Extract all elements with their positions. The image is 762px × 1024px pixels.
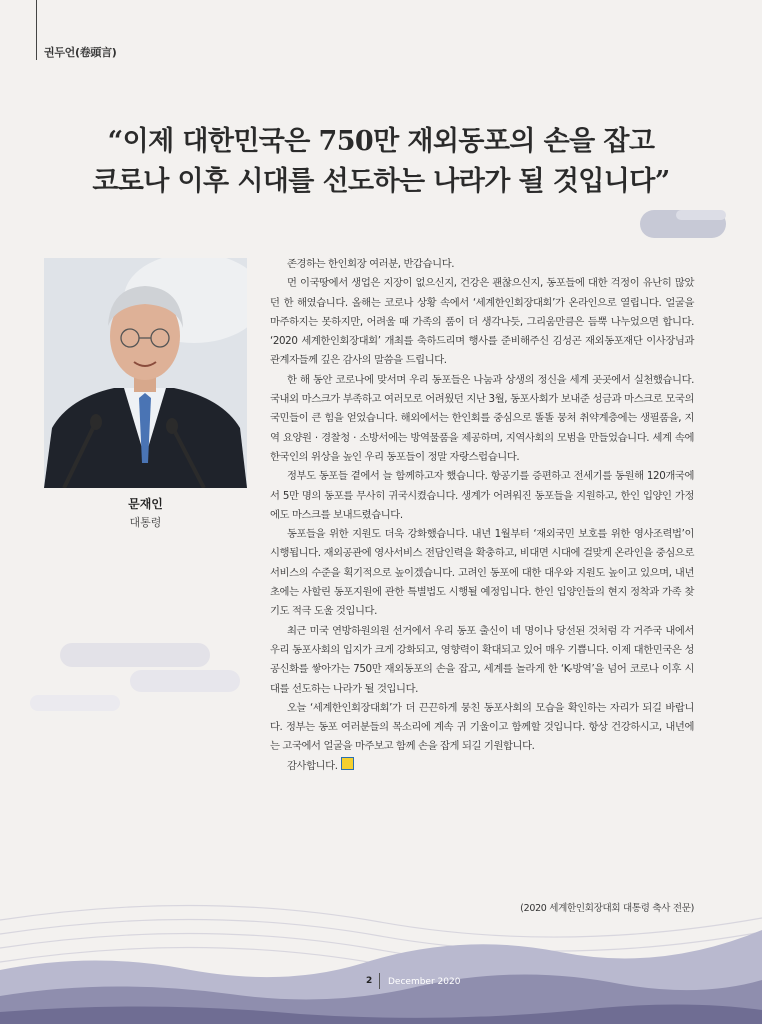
decorative-cloud (60, 643, 210, 667)
decorative-cloud (30, 695, 120, 711)
headline-line-1: “이제 대한민국은 750만 재외동포의 손을 잡고 (107, 126, 655, 157)
decorative-cloud (130, 670, 240, 692)
issue-date: December 2020 (388, 977, 461, 987)
end-mark-icon (341, 757, 354, 770)
paragraph: 동포들을 위한 지원도 더욱 강화했습니다. 내년 1월부터 ‘재외국민 보호를 위한 영사조력법’이 시행됩니다. 재외공관에 영사서비스 전담인력을 확충하고, 비대면 시대에 걸맞게 온라인을 중심으로 서비스의 수준을 획기적으로 높이겠습니다. 고려인 동포에 대한 대우와 지원도 높이고 있으며, 내년 초에는 사할린 동포지원에 관한 특별법도 시행될 예정입니다. 한인 입양인들의 현지 정착과 가족 찾기도 적극 도울 것입니다. (270, 528, 694, 618)
header-rule (36, 0, 37, 60)
paragraph: 최근 미국 연방하원의원 선거에서 우리 동포 출신이 네 명이나 당선된 것처럼 각 거주국 내에서 우리 동포사회의 입지가 크게 강화되고, 영향력이 확대되고 있어 매우 기쁩니다. 이제 대한민국은 성공신화를 쌓아가는 750만 재외동포의 손을 잡고, 세계를 놀라게 한 ‘K-방역’을 넘어 코로나 이후 시대를 선도하는 나라가 될 것입니다. (270, 624, 694, 695)
headline (0, 122, 762, 202)
paragraph: 먼 이국땅에서 생업은 지장이 없으신지, 건강은 괜찮으신지, 동포들에 대한 걱정이 유난히 많았던 한 해였습니다. 올해는 코로나 상황 속에서 ‘세계한인회장대회’가 온라인으로 열립니다. 얼굴을 마주하지는 못하지만, 어려울 때 가족의 품이 더 생각나듯, 그리움만큼은 듬뿍 나누었으면 합니다. ‘2020 세계한인회장대회’ 개최를 축하드리며 행사를 준비해주신 김성곤 재외동포재단 이사장님과 관계자들께 깊은 감사의 말씀을 드립니다. (270, 277, 694, 367)
closing-text: 감사합니다. (287, 759, 338, 772)
paragraph: 한 해 동안 코로나에 맞서며 우리 동포들은 나눔과 상생의 정신을 세계 곳곳에서 실천했습니다. 국내외 마스크가 부족하고 여러모로 어려웠던 지난 3월, 동포사회가 보내준 성금과 마스크로 모국의 국민들이 큰 힘을 얻었습니다. 해외에서는 한인회를 중심으로 똘똘 뭉쳐 취약계층에는 생필품을, 지역 요양원 · 경찰청 · 소방서에는 방역물품을 제공하며, 지역사회의 모범을 만들었습니다. 세계 속에 한국인의 위상을 높인 우리 동포들이 정말 자랑스럽습니다. (270, 373, 694, 463)
paragraph: 오늘 ‘세계한인회장대회’가 더 끈끈하게 뭉친 동포사회의 모습을 확인하는 자리가 되길 바랍니다. 정부는 동포 여러분들의 목소리에 계속 귀 기울이고 함께할 것입니다. 항상 건강하시고, 내년에는 고국에서 얼굴을 마주보고 함께 손을 잡게 되길 기원합니다. (270, 701, 694, 753)
source-note: (2020 세계한인회장대회 대통령 축사 전문) (520, 903, 694, 914)
author-title: 대통령 (129, 516, 162, 529)
paragraph: 정부도 동포들 곁에서 늘 함께하고자 했습니다. 항공기를 증편하고 전세기를 동원해 120개국에서 5만 명의 동포를 무사히 귀국시켰습니다. 생계가 어려워진 동포들을 지원하고, 한인 입양인 가정에도 마스크를 보내드렸습니다. (270, 470, 694, 521)
page-number: 2 (366, 976, 373, 986)
president-photo (44, 258, 247, 488)
decorative-waves (0, 860, 762, 1024)
headline-line-2: 코로나 이후 시대를 선도하는 나라가 될 것입니다” (92, 166, 670, 197)
author-name: 문재인 (128, 497, 163, 511)
closing-paragraph (270, 757, 694, 776)
footer-separator (379, 973, 380, 989)
section-label: 권두언(卷頭言) (44, 46, 117, 59)
decorative-cloud (676, 210, 726, 220)
paragraph: 존경하는 한인회장 여러분, 반갑습니다. (287, 258, 455, 270)
article-body (270, 255, 694, 776)
